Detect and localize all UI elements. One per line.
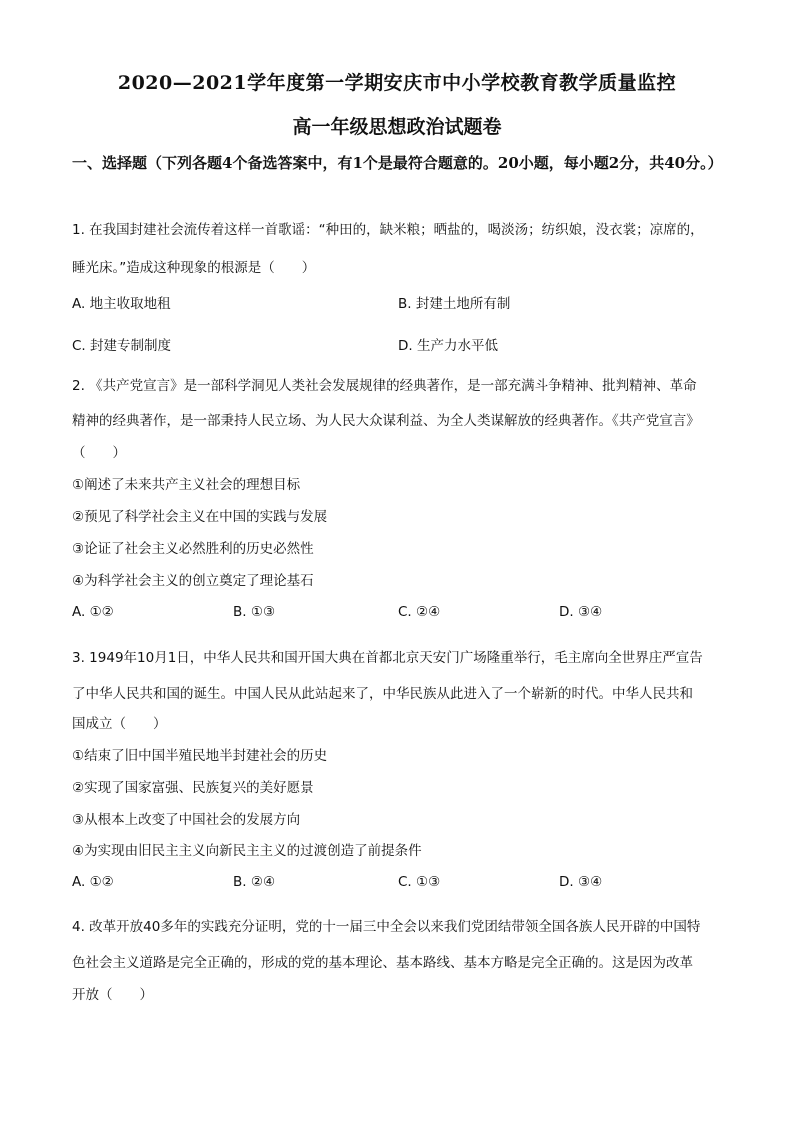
q3-option-a: A. ①② (72, 874, 114, 890)
q2-stem-line-1: 2. 《共产党宣言》是一部科学洞见人类社会发展规律的经典著作，是一部充满斗争精神、批判精神、革命 (72, 378, 697, 394)
q3-stem-line-3: 国成立（ ） (72, 716, 167, 732)
q1-option-c: C. 封建专制制度 (72, 338, 172, 354)
q3-statement-2: ②实现了国家富强、民族复兴的美好愿景 (72, 780, 314, 796)
q3-statement-4: ④为实现由旧民主主义向新民主主义的过渡创造了前提条件 (72, 843, 422, 859)
q2-option-d: D. ③④ (559, 604, 603, 620)
q4-stem-line-3: 开放（ ） (72, 987, 153, 1003)
q3-statement-1: ①结束了旧中国半殖民地半封建社会的历史 (72, 748, 328, 764)
q2-statement-1: ①阐述了未来共产主义社会的理想目标 (72, 477, 301, 493)
q1-option-b: B. 封建土地所有制 (398, 296, 511, 312)
q2-option-a: A. ①② (72, 604, 114, 620)
q3-option-c: C. ①③ (398, 874, 441, 890)
q4-stem-line-2: 色社会主义道路是完全正确的，形成的党的基本理论、基本路线、基本方略是完全正确的。这是因为改革 (72, 955, 693, 971)
q1-option-a: A. 地主收取地租 (72, 296, 171, 312)
q2-statement-3: ③论证了社会主义必然胜利的历史必然性 (72, 541, 314, 557)
q3-stem-line-2: 了中华人民共和国的诞生。中国人民从此站起来了，中华民族从此进入了一个崭新的时代。中华人民共和 (72, 686, 693, 702)
q4-stem-line-1: 4. 改革开放40多年的实践充分证明，党的十一届三中全会以来我们党团结带领全国各族人民开辟的中国特 (72, 919, 701, 935)
exam-subtitle: 高一年级思想政治试题卷 (292, 116, 502, 138)
q2-stem-line-2: 精神的经典著作，是一部秉持人民立场、为人民大众谋利益、为全人类谋解放的经典著作。《共产党宣言》 (72, 413, 700, 429)
q1-stem-line-1: 1. 在我国封建社会流传着这样一首歌谣：“种田的，缺米粮；晒盐的，喝淡汤；纺织娘，没衣裳；凉席的， (72, 222, 704, 238)
q1-option-d: D. 生产力水平低 (398, 338, 498, 354)
q2-statement-4: ④为科学社会主义的创立奠定了理论基石 (72, 573, 314, 589)
q2-option-b: B. ①③ (233, 604, 276, 620)
q3-statement-3: ③从根本上改变了中国社会的发展方向 (72, 812, 301, 828)
q2-stem-line-3: （ ） (72, 445, 126, 461)
q2-statement-2: ②预见了科学社会主义在中国的实践与发展 (72, 509, 328, 525)
section-heading: 一、选择题（下列各题4个备选答案中，有1个是最符合题意的。20小题，每小题2分，共40分。） (72, 154, 723, 172)
q3-option-b: B. ②④ (233, 874, 276, 890)
q3-stem-line-1: 3. 1949年10月1日，中华人民共和国开国大典在首都北京天安门广场隆重举行，毛主席向全世界庄严宣告 (72, 650, 703, 666)
q3-option-d: D. ③④ (559, 874, 603, 890)
q2-option-c: C. ②④ (398, 604, 441, 620)
exam-title: 2020—2021学年度第一学期安庆市中小学校教育教学质量监控 (117, 72, 677, 94)
q1-stem-line-2: 睡光床。”造成这种现象的根源是（ ） (72, 260, 316, 276)
